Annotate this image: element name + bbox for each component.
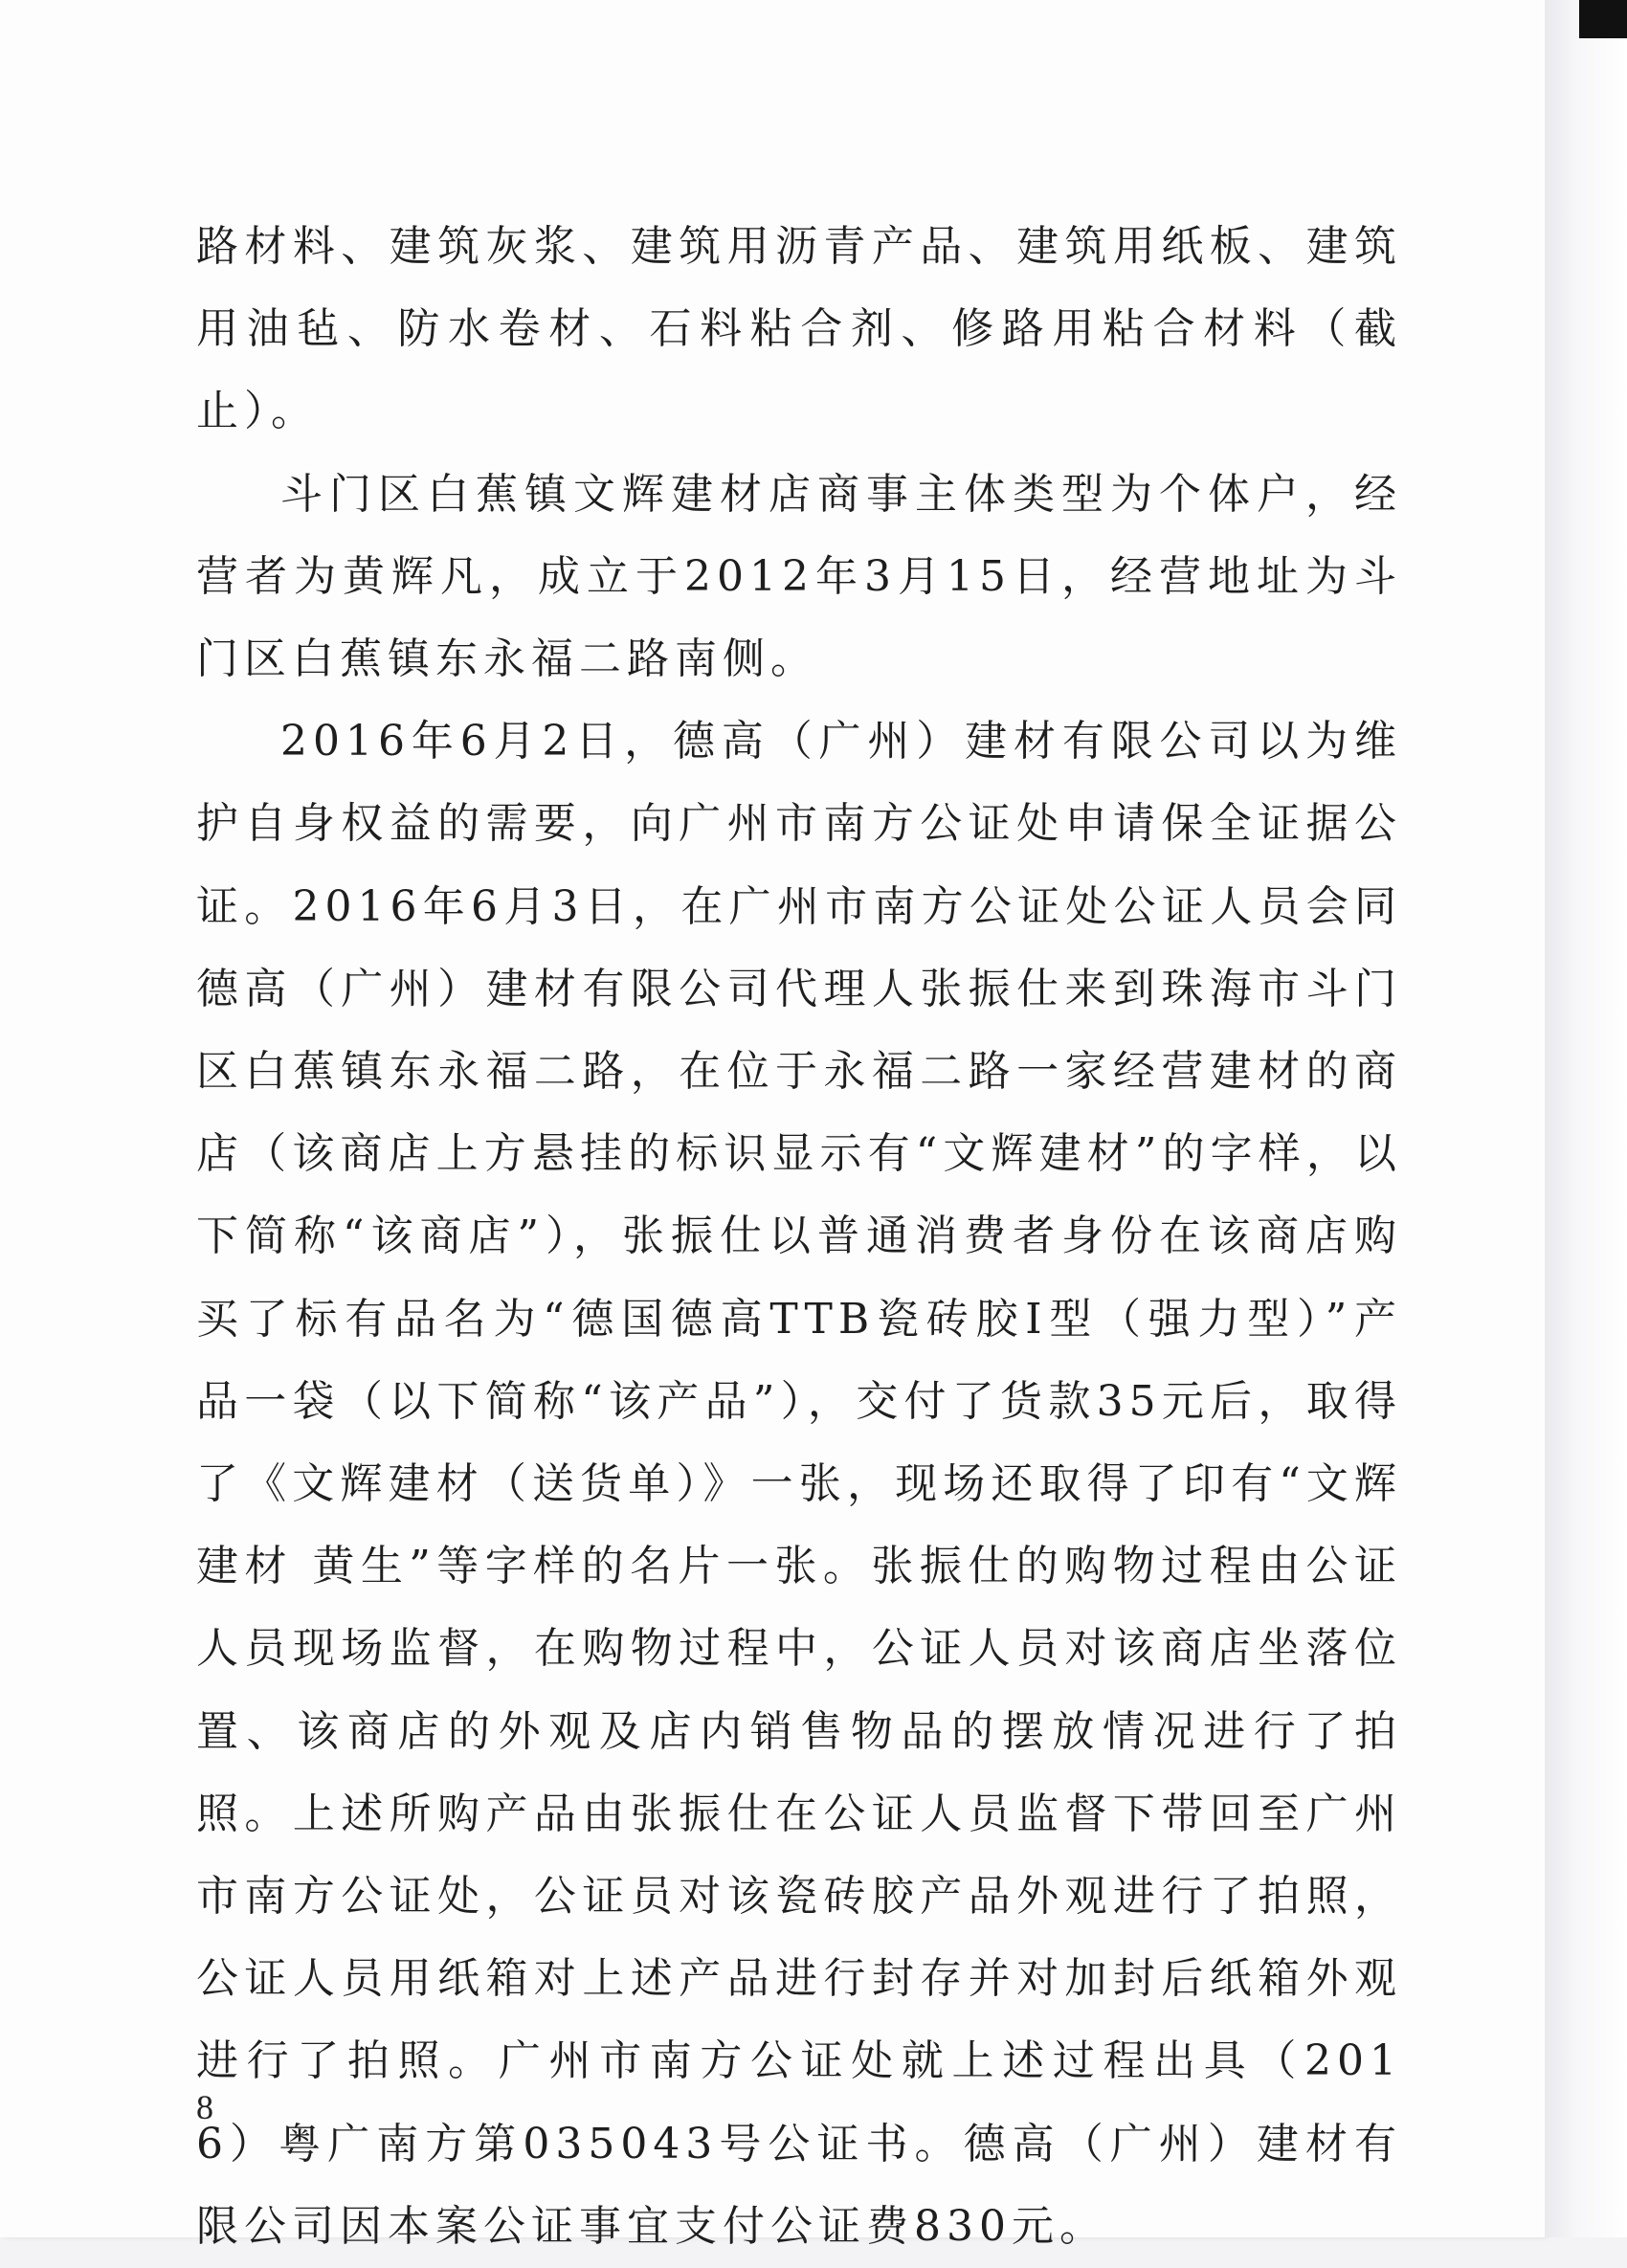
paragraph-notarization: 2016年6月2日，德高（广州）建材有限公司以为维护自身权益的需要，向广州市南方公证处申请保全证据公证。2016年6月3日，在广州市南方公证处公证人员会同德高（广州）建材有限公司代理人张振仕来到珠海市斗门区白蕉镇东永福二路，在位于永福二路一家经营建材的商店（该商店上方悬挂的标识显示有“文辉建材”的字样，以下简称“该商店”），张振仕以普通消费者身份在该商店购买了标有品名为“德国德高TTB瓷砖胶Ⅰ型（强力型）”产品一袋（以下简称“该产品”），交付了货款35元后，取得了《文辉建材（送货单）》一张，现场还取得了印有“文辉建材 黄生”等字样的名片一张。张振仕的购物过程由公证人员现场监督，在购物过程中，公证人员对该商店坐落位置、该商店的外观及店内销售物品的摆放情况进行了拍照。上述所购产品由张振仕在公证人员监督下带回至广州市南方公证处，公证员对该瓷砖胶产品外观进行了拍照，公证人员用纸箱对上述产品进行封存并对加封后纸箱外观进行了拍照。广州市南方公证处就上述过程出具（2016）粤广南方第035043号公证书。德高（广州）建材有限公司因本案公证事宜支付公证费830元。 — [196, 717, 1402, 2251]
scanner-background — [1545, 0, 1627, 2237]
paragraph-store-info: 斗门区白蕉镇文辉建材店商事主体类型为个体户，经营者为黄辉凡，成立于2012年3月15日，经营地址为斗门区白蕉镇东永福二路南侧。 — [196, 469, 1402, 684]
paragraph-continued: 路材料、建筑灰浆、建筑用沥青产品、建筑用纸板、建筑用油毡、防水卷材、石料粘合剂、修路用粘合材料（截止）。 — [196, 222, 1402, 436]
document-body — [196, 206, 1402, 2268]
scan-corner-shadow — [1579, 0, 1627, 38]
page-number: 8 — [196, 2088, 213, 2126]
